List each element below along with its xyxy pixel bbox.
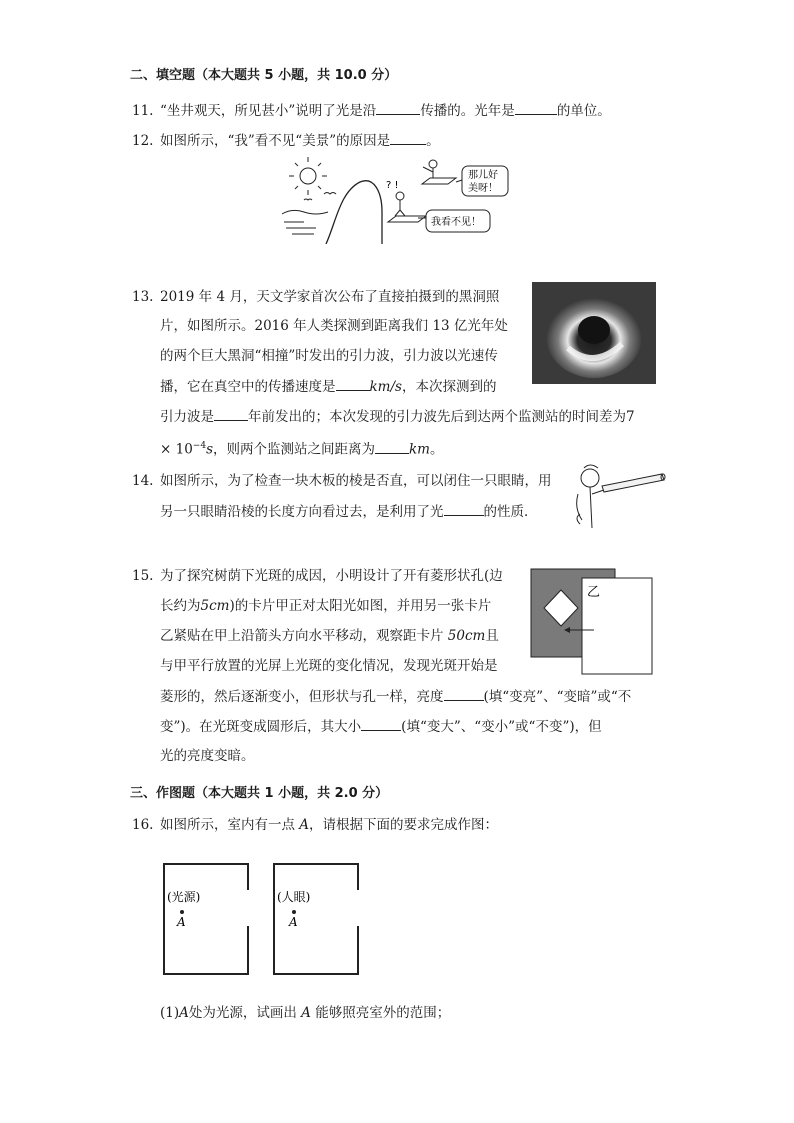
question-marks: ? ! [386, 180, 399, 191]
q13-text: ，则两个监测站之间距离为 [213, 441, 375, 458]
q16-text: ，请根据下面的要求完成作图： [309, 817, 499, 833]
bubble-text: 我看不见！ [431, 217, 481, 228]
answer-blank[interactable] [376, 100, 420, 115]
q14-text: 另一只眼睛沿棱的长度方向看过去，是利用了光 [160, 504, 444, 520]
room-eye [274, 864, 358, 974]
q15-text: 且 [485, 628, 499, 644]
q11-text-1: “坐井观天，所见甚小”说明了光是沿 [160, 103, 377, 119]
card-illustration [530, 568, 656, 678]
answer-blank[interactable] [515, 100, 557, 115]
question-15-line-3 [160, 626, 499, 646]
question-12 [132, 130, 440, 151]
q15-text: (填“变亮”、“变暗”或“不 [483, 689, 632, 705]
answer-blank[interactable] [444, 686, 484, 701]
question-number: 12. [132, 133, 154, 149]
exponent: −4 [192, 441, 207, 451]
question-14-line-1 [132, 471, 552, 491]
q12-illustration [278, 152, 514, 244]
question-15-line-6 [160, 716, 602, 737]
question-16-sub-1 [160, 1003, 450, 1023]
q13-text: 播，它在真空中的传播速度是 [160, 379, 336, 395]
bird-icon [324, 193, 336, 195]
question-13-line-5 [160, 406, 635, 427]
point-label: A [289, 915, 298, 929]
question-13-line-2: 片，如图所示。2016 年人类探测到距离我们 13 亿光年处 [160, 318, 508, 334]
question-13-line-1 [132, 287, 499, 307]
question-number: 13. [132, 289, 154, 305]
question-15-line-7: 光的亮度变暗。 [160, 748, 255, 764]
question-15-line-1 [132, 566, 503, 586]
answer-blank[interactable] [214, 406, 248, 421]
answer-blank[interactable] [375, 439, 409, 454]
section-title-fill-blank: 二、填空题（本大题共 5 小题，共 10.0 分） [130, 68, 398, 83]
room-label: (人眼) [277, 890, 311, 904]
question-13-line-6 [160, 436, 443, 460]
point-a [180, 910, 184, 914]
q16-text: 能够照亮室外的范围； [310, 1005, 451, 1021]
q13-text: ，本次探测到的 [401, 379, 497, 395]
bird-icon [304, 199, 312, 200]
mountain [326, 181, 382, 244]
answer-blank[interactable] [444, 501, 484, 516]
question-number: 16. [132, 817, 154, 833]
q13-text: 年前发出的；本次发现的引力波先后到达两个监测站的时间差为7 [248, 409, 635, 425]
q13-text: × 10 [160, 441, 193, 458]
q12-text-2: 。 [426, 133, 440, 149]
question-14-line-2 [160, 501, 538, 522]
person-upper [422, 160, 456, 184]
unit-text: s [206, 441, 213, 458]
q15-text: 为了探究树荫下光斑的成因，小明设计了开有菱形状孔(边 [160, 568, 503, 584]
point-label: A [179, 1005, 189, 1021]
answer-blank[interactable] [336, 376, 370, 391]
q16-text: (1) [160, 1005, 180, 1021]
q12-text-1: 如图所示，“我”看不见“美景”的原因是 [160, 133, 391, 149]
sun-icon [289, 157, 327, 195]
q16-text: 如图所示，室内有一点 [160, 817, 300, 833]
point-label: A [299, 817, 310, 833]
q14-text: 如图所示，为了检查一块木板的棱是否直，可以闭住一只眼睛，用 [160, 473, 552, 489]
question-number: 11. [132, 103, 154, 119]
unit-text: km/s [369, 379, 402, 395]
point-label: A [177, 915, 186, 929]
bubble-text: 那儿好 [468, 170, 498, 181]
point-label: A [301, 1005, 311, 1021]
bubble-text: 美呀！ [468, 183, 498, 194]
head [581, 469, 599, 487]
q14-text: 的性质． [483, 504, 538, 520]
question-15-line-5 [160, 686, 631, 707]
question-13-line-4 [160, 376, 496, 397]
room-label: (光源) [167, 890, 201, 904]
question-16-line-1 [132, 815, 498, 835]
question-15-line-4: 与甲平行放置的光屏上光斑的变化情况，发现光斑开始是 [160, 658, 498, 674]
black-hole-image [532, 282, 656, 384]
unit-text: 50cm [447, 628, 486, 644]
question-number: 14. [132, 473, 154, 489]
q15-text: 变”)。在光斑变成圆形后，其大小 [160, 719, 362, 735]
unit-text: 5cm [200, 598, 230, 614]
room-diagrams [160, 860, 370, 978]
water-lines [284, 222, 316, 234]
q15-text: (填“变大”、“变小”或“不变”)，但 [401, 719, 602, 735]
question-11 [132, 100, 611, 121]
question-15-line-2 [160, 596, 491, 616]
shoreline [282, 210, 328, 214]
card-label: 乙 [587, 585, 601, 600]
wooden-board [602, 474, 665, 492]
board-sighting-illustration [570, 464, 666, 530]
q15-text: 乙紧贴在甲上沿箭头方向水平移动，观察距卡片 [160, 628, 448, 644]
q11-text-3: 的单位。 [556, 103, 611, 119]
q16-text: 处为光源，试画出 [188, 1005, 302, 1021]
q15-text: 长约为 [160, 598, 201, 614]
question-13-line-3: 的两个巨大黑洞“相撞”时发出的引力波，引力波以光速传 [160, 348, 498, 364]
unit-text: km [409, 441, 430, 458]
answer-blank[interactable] [390, 130, 426, 145]
section-title-drawing: 三、作图题（本大题共 1 小题，共 2.0 分） [130, 786, 389, 801]
q15-text: 菱形的，然后逐渐变小，但形状与孔一样，亮度 [160, 689, 444, 705]
q13-text: 。 [429, 441, 444, 458]
point-a [292, 910, 296, 914]
q13-text: 2019 年 4 月，天文学家首次公布了直接拍摄到的黑洞照 [160, 289, 500, 305]
question-number: 15. [132, 568, 154, 584]
answer-blank[interactable] [361, 716, 401, 731]
q13-text: 引力波是 [160, 409, 214, 425]
q11-text-2: 传播的。光年是 [420, 103, 515, 119]
q15-text: )的卡片甲正对太阳光如图，并用另一张卡片 [229, 598, 492, 614]
